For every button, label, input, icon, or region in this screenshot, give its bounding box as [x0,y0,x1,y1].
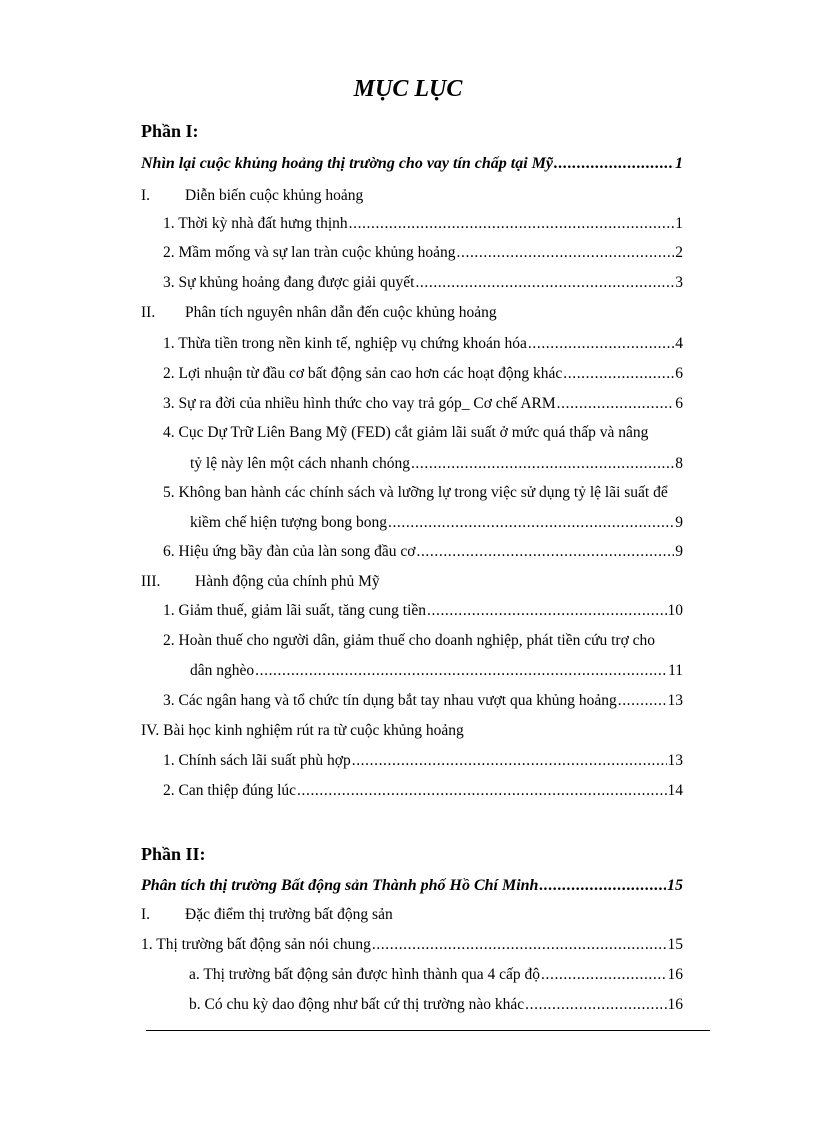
toc-entry: 3. Sự khủng hoảng đang được giải quyết ..... 3 [163,272,683,294]
toc-entry: 4. Cục Dự Trữ Liên Bang Mỹ (FED) cắt giảm lãi suất ở mức quá thấp và nâng [163,424,649,441]
part1-subtitle: Nhìn lại cuộc khủng hoảng thị trường cho vay tín chấp tại Mỹ ..... 1 [141,153,683,175]
toc-entry: a. Thị trường bất động sản được hình thành qua 4 cấp độ ..... 16 [189,964,683,986]
page-title: MỤC LỤC [353,76,463,102]
part1-section-4: IV. Bài học kinh nghiệm rút ra từ cuộc khủng hoảng [141,722,464,739]
toc-entry: 2. Mầm mống và sự lan tràn cuộc khủng hoảng ..... 2 [163,242,683,264]
toc-entry: 5. Không ban hành các chính sách và lưỡng lự trong việc sử dụng tỷ lệ lãi suất để [163,484,668,501]
toc-entry: 1. Thừa tiền trong nền kinh tế, nghiệp vụ chứng khoán hóa ..... 4 [163,333,683,355]
part2-section-1: I. Đặc điểm thị trường bất động sản [141,906,393,923]
toc-entry: 3. Các ngân hang và tổ chức tín dụng bắt tay nhau vượt qua khủng hoảng ..... 13 [163,690,683,712]
part1-section-1: I. Diễn biến cuộc khủng hoảng [141,187,364,204]
part2-subtitle: Phân tích thị trường Bất động sản Thành phố Hồ Chí Minh ..... 15 [141,875,683,897]
toc-entry: 2. Lợi nhuận từ đầu cơ bất động sản cao hơn các hoạt động khác ..... 6 [163,363,683,385]
part2-heading: Phần II: [141,844,206,864]
toc-entry: 2. Can thiệp đúng lúc ..... 14 [163,780,683,802]
toc-entry: 6. Hiệu ứng bầy đàn của làn song đầu cơ ..... 9 [163,541,683,563]
toc-entry: 2. Hoàn thuế cho người dân, giảm thuế cho doanh nghiệp, phát tiền cứu trợ cho [163,632,656,649]
toc-entry: 3. Sự ra đời của nhiều hình thức cho vay trả góp_ Cơ chế ARM ..... 6 [163,393,683,415]
toc-entry: dân nghèo ..... 11 [190,660,683,682]
toc-entry: 1. Thời kỳ nhà đất hưng thịnh ..... 1 [163,213,683,235]
toc-entry: 1. Giảm thuế, giảm lãi suất, tăng cung tiền ..... 10 [163,600,683,622]
part1-section-3: III. Hành động của chính phủ Mỹ [141,573,380,590]
toc-entry: kiềm chế hiện tượng bong bong ..... 9 [190,512,683,534]
footer-divider [146,1030,710,1031]
toc-entry: b. Có chu kỳ dao động như bất cứ thị trường nào khác ..... 16 [189,994,683,1016]
toc-entry: tỷ lệ này lên một cách nhanh chóng ..... 8 [190,453,683,475]
toc-entry: 1. Thị trường bất động sản nói chung ..... 15 [141,934,683,956]
part1-section-2: II. Phân tích nguyên nhân dẫn đến cuộc khủng hoảng [141,304,497,321]
part1-heading: Phần I: [141,121,199,141]
toc-entry: 1. Chính sách lãi suất phù hợp ..... 13 [163,750,683,772]
